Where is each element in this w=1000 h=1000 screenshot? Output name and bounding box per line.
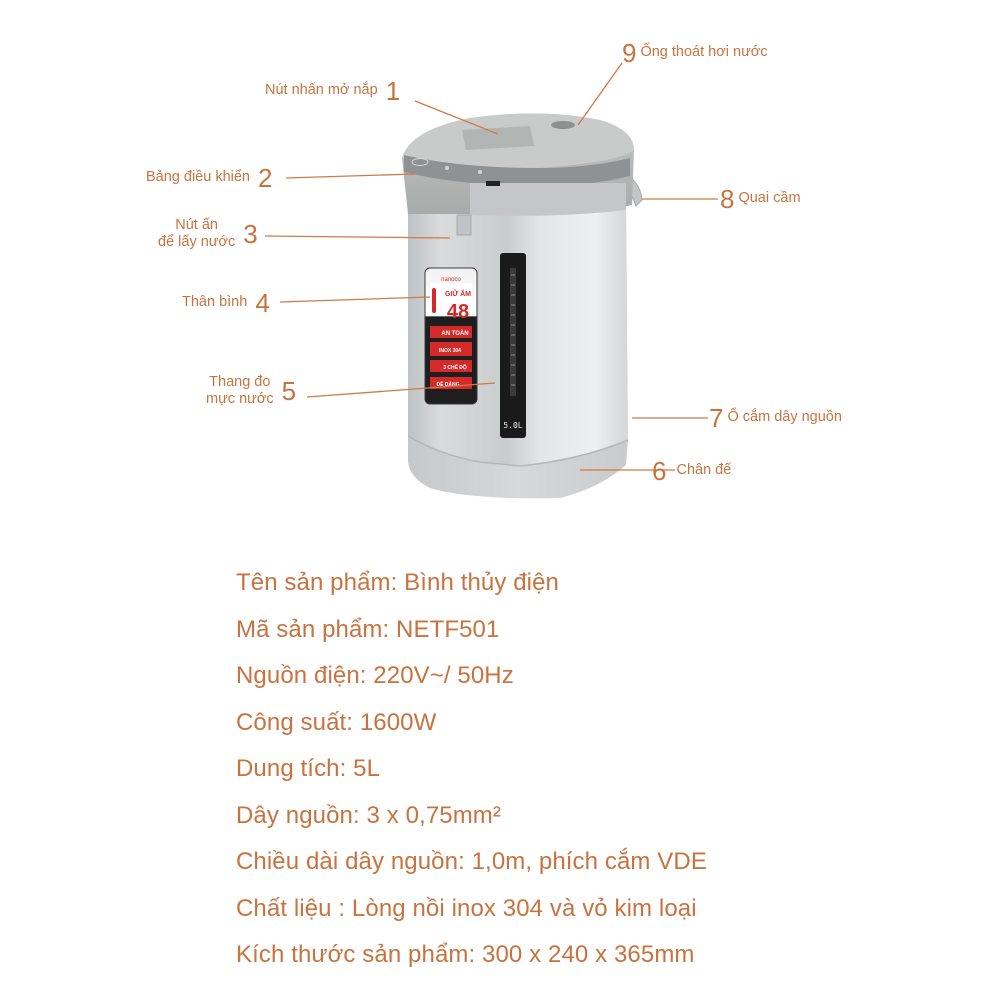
callout-number: 1	[385, 76, 401, 106]
callout-label: Thân bình	[182, 294, 248, 311]
callout-label: Chân đế	[676, 462, 732, 479]
callout-label: Bảng điều khiển	[146, 169, 250, 186]
spec-power-supply: Nguồn điện: 220V~/ 50Hz	[236, 662, 514, 689]
callout-number: 8	[720, 184, 735, 214]
spec-material: Chất liệu : Lòng nồi inox 304 và vỏ kim loại	[236, 894, 697, 922]
spec-model-code: Mã sản phẩm: NETF501	[236, 615, 500, 643]
svg-text:AN TOÀN: AN TOÀN	[441, 331, 469, 337]
callout-7-power-socket	[709, 405, 842, 431]
svg-text:DỄ DÀNG: DỄ DÀNG	[436, 382, 460, 388]
svg-text:INOX 304: INOX 304	[439, 348, 461, 354]
callout-label: Quai cầm	[738, 190, 801, 207]
water-level-gauge	[500, 253, 526, 438]
product-sticker	[425, 268, 477, 404]
svg-text:5.0L: 5.0L	[503, 421, 523, 430]
spec-product-name: Tên sản phẩm: Bình thủy điện	[236, 569, 560, 596]
svg-text:GIỮ ẤM: GIỮ ẤM	[444, 291, 472, 298]
callout-3-dispense-button	[158, 217, 258, 252]
product-specifications	[236, 560, 707, 979]
callout-number: 6	[652, 456, 667, 486]
callout-label: Nút nhấn mở nắp	[265, 82, 378, 99]
callout-number: 2	[258, 163, 273, 193]
callout-4-pot-body	[182, 290, 270, 316]
spec-dimensions: Kích thước sản phẩm: 300 x 240 x 365mm	[236, 941, 695, 968]
spec-capacity: Dung tích: 5L	[236, 755, 381, 782]
callout-number: 3	[243, 219, 258, 250]
dispense-nozzle	[457, 215, 471, 235]
callout-label: Nút ấn để lấy nước	[158, 217, 236, 251]
callout-6-base	[652, 458, 731, 484]
callout-number: 7	[709, 403, 724, 433]
callout-label: Ổ cắm dây nguồn	[727, 409, 842, 426]
callout-8-handle	[720, 186, 801, 212]
spec-cord-length: Chiều dài dây nguồn: 1,0m, phích cắm VDE	[236, 848, 707, 875]
svg-text:nanoco: nanoco	[441, 277, 461, 283]
callout-number: 5	[281, 376, 297, 407]
spec-wattage: Công suất: 1600W	[236, 708, 437, 736]
spec-power-cord: Dây nguồn: 3 x 0,75mm²	[236, 801, 501, 829]
callout-9-steam-vent	[622, 40, 768, 66]
callout-5-water-level-gauge	[206, 374, 296, 409]
callout-number: 4	[255, 288, 270, 318]
callout-label: Thang đo mực nước	[206, 374, 274, 408]
svg-text:48: 48	[446, 301, 470, 323]
callout-2-control-panel	[146, 165, 272, 191]
callout-number: 9	[622, 38, 637, 68]
svg-text:3 CHẾ ĐỘ: 3 CHẾ ĐỘ	[443, 365, 467, 371]
callout-label: Ống thoát hơi nước	[640, 44, 768, 61]
callout-1-lid-release-button	[265, 78, 400, 104]
